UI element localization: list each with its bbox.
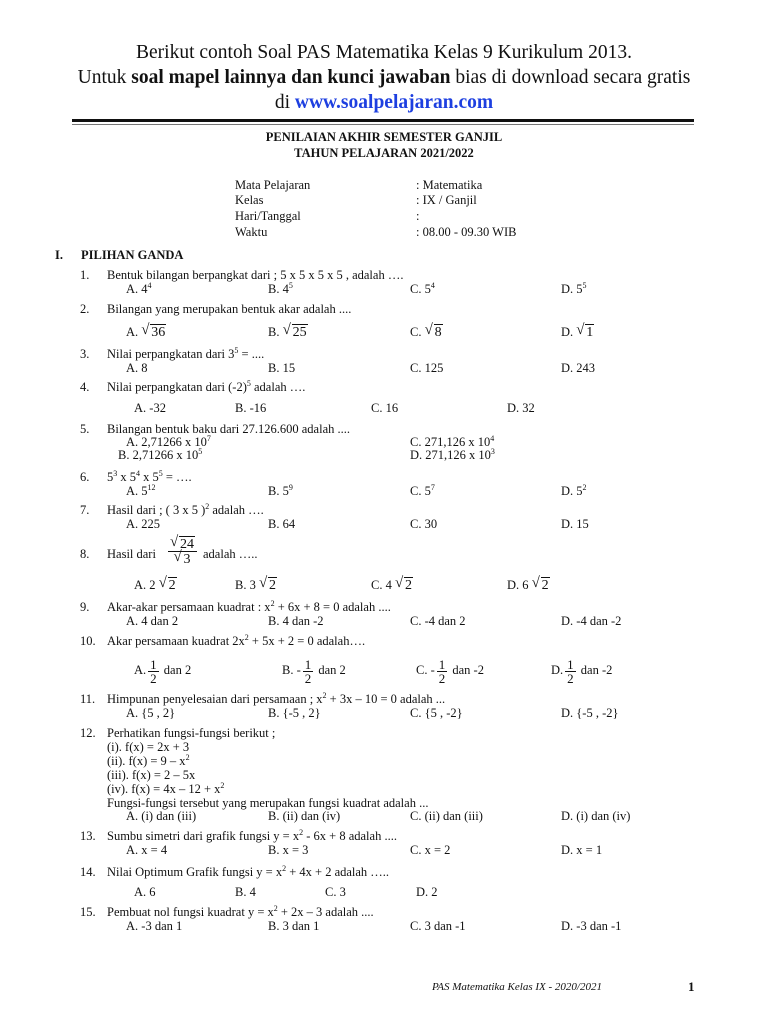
option-label: A. 2,71266 x 10 [126,435,207,449]
exponent: 7 [430,483,435,492]
fraction [565,658,576,685]
option-a: A. 8 [126,361,148,375]
question-text: Bentuk bilangan berpangkat dari ; 5 x 5 x 5 x 5 , adalah …. [107,268,404,282]
fraction [148,658,159,685]
exponent: 4 [430,281,435,290]
numerator [168,534,197,552]
square-root: √ 2 [394,575,412,593]
question-number: 8. [80,547,90,561]
question-text-part: + 3x – 10 = 0 adalah ... [326,692,446,706]
question-number: 10. [80,634,96,648]
option-a: A. {5 , 2} [126,706,176,720]
square-root: √ 25 [282,322,307,340]
question-text-part: Nilai Optimum Grafik fungsi y = x [107,865,283,879]
denominator: 2 [304,670,312,686]
option-label: D. 5 [561,282,583,296]
question-text-part: Hasil dari ; ( 3 x 5 ) [107,503,206,517]
option-a [134,575,177,593]
option-a [126,282,152,297]
option-c: C. 125 [410,361,444,375]
question-text-part: adalah …. [250,380,306,394]
option-label: C. [410,325,422,339]
fraction [303,658,314,685]
option-label: B. [268,325,280,339]
exam-title: PENILAIAN AKHIR SEMESTER GANJIL [265,130,503,144]
question-number: 2. [80,302,90,316]
info-label-subject: Mata Pelajaran [235,178,311,192]
option-d: D. 15 [561,517,589,531]
option-label: A. 2 [134,578,156,592]
info-label-time: Waktu [235,225,268,239]
question-text-tail: adalah ….. [203,547,258,561]
question-text [107,347,264,362]
question-text-part: = …. [162,470,192,484]
option-d: D. 2 [416,885,438,899]
option-b [235,575,277,593]
exponent: 5 [246,379,251,388]
square-root: √ 24 [170,534,194,552]
exponent: 2 [582,483,587,492]
denominator: 2 [567,670,574,686]
option-c: C. 3 dan -1 [410,919,466,933]
exponent: 2 [270,599,275,608]
function-item-2 [107,754,190,769]
exponent: 2 [299,828,304,837]
fraction-sqrt [166,534,199,567]
question-text-part: + 2x – 3 adalah .... [277,905,374,919]
question-number: 3. [80,347,90,361]
option-label: B. 3 [235,578,256,592]
info-value-class: : IX / Ganjil [416,193,477,207]
option-d: D. x = 1 [561,843,603,857]
option-d [561,282,587,297]
option-b: B. 15 [268,361,296,375]
info-value-date: : [416,209,420,223]
exponent: 9 [288,483,293,492]
option-a [134,655,191,685]
question-text: Perhatikan fungsi-fungsi berikut ; [107,726,276,740]
function-text: (ii). f(x) = 9 – x [107,754,186,768]
question-text [107,905,374,920]
square-root: √ 1 [576,322,594,340]
header-divider [72,119,694,122]
question-text-2: Fungsi-fungsi tersebut yang merupakan fungsi kuadrat adalah ... [107,796,429,810]
question-number: 13. [80,829,96,843]
question-text [107,865,389,880]
info-label-date: Hari/Tanggal [235,209,301,223]
option-a: A. 6 [134,885,156,899]
exponent: 4 [136,469,140,478]
option-c: C. -4 dan 2 [410,614,466,628]
option-d: D. -3 dan -1 [561,919,622,933]
denominator [168,549,197,567]
option-b [268,484,293,499]
option-label: A. [134,663,147,677]
radicand: 2 [268,578,276,593]
question-text [107,829,397,844]
question-number: 5. [80,422,90,436]
option-d: D. 243 [561,361,596,375]
numerator: 1 [304,656,312,672]
option-a: A. 225 [126,517,161,531]
numerator: 1 [150,656,157,672]
option-b: B. 3 dan 1 [268,919,320,933]
exponent: 12 [147,483,156,492]
question-text-part: Nilai perpangkatan dari 3 [107,347,235,361]
banner-text: Untuk [77,67,132,88]
question-number: 4. [80,380,90,394]
radicand: 2 [404,578,412,593]
radicand: 24 [180,537,194,552]
question-text [107,503,264,518]
option-b: B. 4 [235,885,256,899]
function-item-3: (iii). f(x) = 2 – 5x [107,768,196,782]
option-d [551,655,612,685]
exponent: 5 [582,281,587,290]
question-text-part: Himpunan penyelesaian dari persamaan ; x [107,692,323,706]
function-item-1: (i). f(x) = 2x + 3 [107,740,190,754]
section-number: I. [55,248,63,262]
square-root: √ 2 [158,575,176,593]
question-number: 15. [80,905,96,919]
option-label: D. [561,325,574,339]
exponent: 5 [158,469,163,478]
option-c: C. 30 [410,517,438,531]
option-label: dan -2 [580,663,613,677]
numerator: 1 [438,656,446,672]
option-b: B. {-5 , 2} [268,706,321,720]
square-root: √ 2 [531,575,549,593]
exponent: 2 [205,502,210,511]
banner-line-3 [0,90,768,115]
option-label: A. [126,325,139,339]
option-b [118,448,202,463]
footer-text: PAS Matematika Kelas IX - 2020/2021 [432,981,602,993]
option-c: C. 3 [325,885,346,899]
option-label: D. [551,663,564,677]
banner-line-2 [0,65,768,90]
question-text [107,692,445,707]
question-text: Bilangan bentuk baku dari 27.126.600 adalah .... [107,422,350,436]
radicand: 2 [168,578,176,593]
option-b: B. -16 [235,401,267,415]
option-a: A. -32 [134,401,166,415]
exponent: 2 [322,691,327,700]
info-value-time: : 08.00 - 09.30 WIB [416,225,517,239]
exponent: 2 [282,864,287,873]
page-number: 1 [688,979,695,994]
option-c [416,655,484,685]
option-label: dan 2 [318,663,346,677]
square-root: √ 3 [173,549,191,567]
question-number: 7. [80,503,90,517]
option-a [126,322,166,340]
option-b [268,282,293,297]
option-label: B. 5 [268,484,289,498]
exponent: 2 [244,633,249,642]
exponent: 3 [113,469,118,478]
option-c: C. (ii) dan (iii) [410,809,483,823]
top-banner [0,40,768,115]
question-text [107,380,305,395]
question-text: Bilangan yang merupakan bentuk akar adalah .... [107,302,352,316]
question-text-part: + 6x + 8 = 0 adalah .... [274,600,391,614]
square-root: √ 8 [424,322,442,340]
option-label: dan -2 [452,663,484,677]
option-label: D. 271,126 x 10 [410,448,491,462]
option-d: D. (i) dan (iv) [561,809,631,823]
option-label: B. 4 [268,282,289,296]
exponent: 2 [185,753,190,762]
question-text-part: adalah …. [209,503,264,517]
option-b: B. x = 3 [268,843,309,857]
option-c [410,282,435,297]
question-text-part: Pembuat nol fungsi kuadrat y = x [107,905,274,919]
exponent: 4 [147,281,152,290]
option-label: dan 2 [163,663,192,677]
option-c: C. x = 2 [410,843,451,857]
question-text [107,600,391,615]
option-label: D. 5 [561,484,583,498]
option-label: C. 4 [371,578,392,592]
question-text-part: x 5 [117,470,136,484]
square-root: √ 36 [141,322,166,340]
option-c [410,322,443,340]
option-label: B. 2,71266 x 10 [118,448,199,462]
option-label: C. 5 [410,484,431,498]
exam-year: TAHUN PELAJARAN 2021/2022 [294,146,474,160]
option-label: C. 5 [410,282,431,296]
square-root: √ 2 [258,575,276,593]
option-d [561,484,587,499]
option-label: C. - [416,663,435,677]
info-label-class: Kelas [235,193,264,207]
banner-line-1: Berikut contoh Soal PAS Matematika Kelas 9 Kurikulum 2013. [136,42,632,63]
question-text-part: - 6x + 8 adalah .... [303,829,397,843]
radicand: 2 [541,578,549,593]
exponent: 5 [198,447,203,456]
question-text-part: Nilai perpangkatan dari (-2) [107,380,247,394]
exponent: 2 [273,904,278,913]
question-text-part: Sumbu simetri dari grafik fungsi y = x [107,829,300,843]
option-b [282,655,346,685]
radicand: 3 [183,552,191,567]
option-c: C. {5 , -2} [410,706,463,720]
exponent: 5 [234,346,239,355]
question-number: 11. [80,692,96,706]
question-text-part: 5 [107,470,114,484]
info-value-subject: : Matematika [416,178,483,192]
option-a: A. 4 dan 2 [126,614,179,628]
question-text-part: x 5 [140,470,159,484]
radicand: 1 [586,325,594,340]
exponent: 3 [490,447,495,456]
exponent: 2 [220,781,225,790]
banner-text: bias di download secara gratis [450,67,691,88]
option-label: C. 271,126 x 10 [410,435,491,449]
option-c [371,575,413,593]
question-text: Hasil dari [107,547,156,561]
option-label: D. 6 [507,578,529,592]
website-link[interactable]: www.soalpelajaran.com [294,92,494,113]
option-b: B. 4 dan -2 [268,614,324,628]
option-label: A. 4 [126,282,148,296]
question-number: 14. [80,865,96,879]
option-b [268,322,308,340]
numerator: 1 [567,656,574,672]
denominator: 2 [150,670,157,686]
option-b: B. 64 [268,517,296,531]
question-text-part: + 5x + 2 = 0 adalah…. [248,634,366,648]
fraction [168,534,197,567]
option-b: B. (ii) dan (iv) [268,809,341,823]
question-text-part: = .... [238,347,265,361]
banner-text: di [274,92,295,113]
exponent: 7 [206,434,211,443]
option-d: D. {-5 , -2} [561,706,619,720]
question-number: 9. [80,600,90,614]
option-c [410,484,435,499]
banner-bold-text: soal mapel lainnya dan kunci jawaban [131,67,451,88]
question-text [107,634,365,649]
exponent: 5 [288,281,293,290]
option-d [561,322,594,340]
option-label: A. 5 [126,484,148,498]
function-text: (iv). f(x) = 4x – 12 + x [107,782,221,796]
option-a: A. (i) dan (iii) [126,809,197,823]
option-a: A. x = 4 [126,843,168,857]
option-d: D. -4 dan -2 [561,614,622,628]
question-text-part: Akar-akar persamaan kuadrat : x [107,600,271,614]
question-text-part: Akar persamaan kuadrat 2x [107,634,245,648]
header-divider-thin [72,124,694,125]
function-item-4 [107,782,224,797]
radicand: 8 [434,325,442,340]
option-a [126,484,156,499]
option-a: A. -3 dan 1 [126,919,183,933]
option-c: C. 16 [371,401,399,415]
section-title: PILIHAN GANDA [81,248,184,262]
question-number: 12. [80,726,96,740]
option-label: B. - [282,663,301,677]
radicand: 25 [292,325,307,340]
question-text-part: + 4x + 2 adalah ….. [286,865,390,879]
exponent: 4 [490,434,495,443]
question-number: 1. [80,268,90,282]
fraction [437,658,448,685]
question-number: 6. [80,470,90,484]
denominator: 2 [438,670,446,686]
option-d [410,448,495,463]
option-d [507,575,550,593]
radicand: 36 [151,325,166,340]
option-d: D. 32 [507,401,535,415]
